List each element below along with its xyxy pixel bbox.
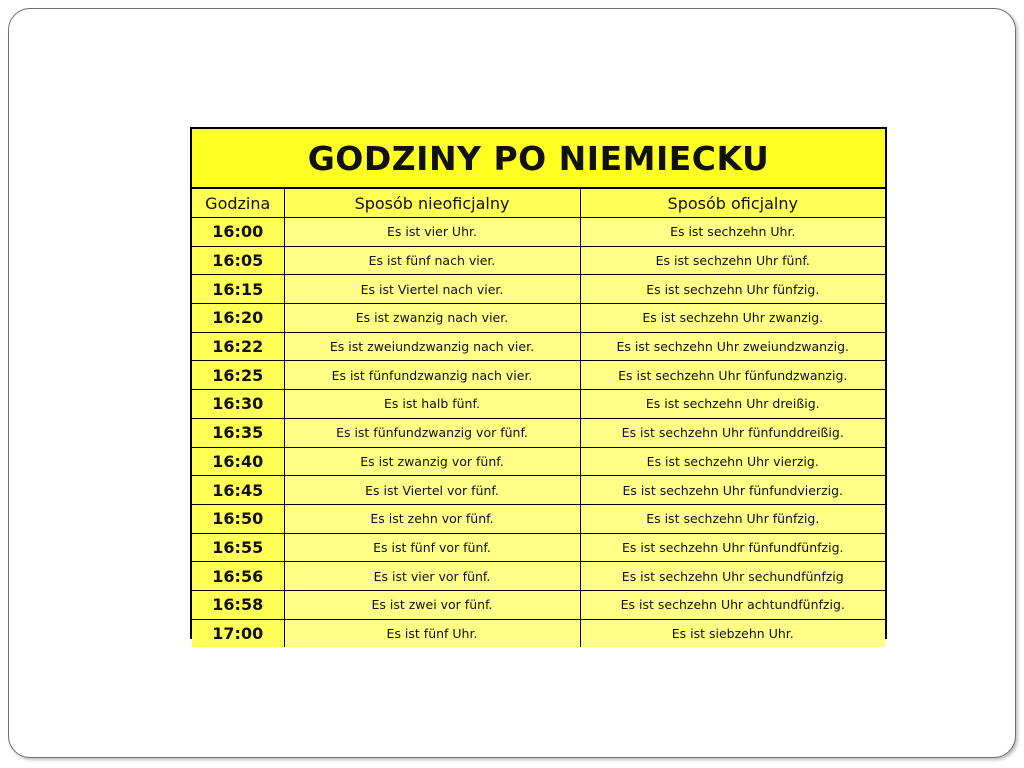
time-cell: 16:35	[192, 418, 284, 447]
time-cell: 16:00	[192, 218, 284, 247]
time-cell: 16:58	[192, 590, 284, 619]
time-grid	[192, 189, 885, 647]
time-cell: 17:00	[192, 619, 284, 647]
informal-cell: Es ist vier Uhr.	[284, 218, 580, 247]
table-row	[192, 590, 885, 619]
header-godzina: Godzina	[192, 189, 284, 218]
formal-cell: Es ist sechzehn Uhr fünfundzwanzig.	[580, 361, 885, 390]
time-cell: 16:50	[192, 504, 284, 533]
time-cell: 16:56	[192, 562, 284, 591]
formal-cell: Es ist sechzehn Uhr fünfundvierzig.	[580, 476, 885, 505]
informal-cell: Es ist fünf nach vier.	[284, 246, 580, 275]
formal-cell: Es ist sechzehn Uhr fünfzig.	[580, 275, 885, 304]
table-row	[192, 562, 885, 591]
formal-cell: Es ist sechzehn Uhr fünfundfünfzig.	[580, 533, 885, 562]
time-cell: 16:40	[192, 447, 284, 476]
table-row	[192, 619, 885, 647]
formal-cell: Es ist sechzehn Uhr zweiundzwanzig.	[580, 332, 885, 361]
table-row	[192, 246, 885, 275]
table-row	[192, 533, 885, 562]
informal-cell: Es ist zwei vor fünf.	[284, 590, 580, 619]
time-cell: 16:15	[192, 275, 284, 304]
informal-cell: Es ist fünf vor fünf.	[284, 533, 580, 562]
time-cell: 16:22	[192, 332, 284, 361]
table-row	[192, 447, 885, 476]
table-row	[192, 361, 885, 390]
table-row	[192, 504, 885, 533]
formal-cell: Es ist sechzehn Uhr achtundfünfzig.	[580, 590, 885, 619]
formal-cell: Es ist sechzehn Uhr.	[580, 218, 885, 247]
formal-cell: Es ist sechzehn Uhr fünfunddreißig.	[580, 418, 885, 447]
informal-cell: Es ist halb fünf.	[284, 390, 580, 419]
informal-cell: Es ist vier vor fünf.	[284, 562, 580, 591]
informal-cell: Es ist fünf Uhr.	[284, 619, 580, 647]
slide-frame	[8, 8, 1016, 758]
header-nieoficjalny: Sposób nieoficjalny	[284, 189, 580, 218]
header-oficjalny: Sposób oficjalny	[580, 189, 885, 218]
time-cell: 16:25	[192, 361, 284, 390]
header-row	[192, 189, 885, 218]
informal-cell: Es ist fünfundzwanzig nach vier.	[284, 361, 580, 390]
formal-cell: Es ist siebzehn Uhr.	[580, 619, 885, 647]
informal-cell: Es ist zweiundzwanzig nach vier.	[284, 332, 580, 361]
informal-cell: Es ist zehn vor fünf.	[284, 504, 580, 533]
table-row	[192, 476, 885, 505]
informal-cell: Es ist zwanzig vor fünf.	[284, 447, 580, 476]
informal-cell: Es ist Viertel nach vier.	[284, 275, 580, 304]
table-row	[192, 304, 885, 333]
table-row	[192, 390, 885, 419]
table-title: GODZINY PO NIEMIECKU	[192, 129, 885, 189]
time-cell: 16:20	[192, 304, 284, 333]
formal-cell: Es ist sechzehn Uhr fünf.	[580, 246, 885, 275]
formal-cell: Es ist sechzehn Uhr fünfzig.	[580, 504, 885, 533]
table-row	[192, 218, 885, 247]
formal-cell: Es ist sechzehn Uhr zwanzig.	[580, 304, 885, 333]
informal-cell: Es ist zwanzig nach vier.	[284, 304, 580, 333]
table-row	[192, 275, 885, 304]
formal-cell: Es ist sechzehn Uhr vierzig.	[580, 447, 885, 476]
table-row	[192, 332, 885, 361]
informal-cell: Es ist Viertel vor fünf.	[284, 476, 580, 505]
time-cell: 16:05	[192, 246, 284, 275]
formal-cell: Es ist sechzehn Uhr dreißig.	[580, 390, 885, 419]
time-table	[190, 127, 887, 643]
table-row	[192, 418, 885, 447]
informal-cell: Es ist fünfundzwanzig vor fünf.	[284, 418, 580, 447]
time-cell: 16:55	[192, 533, 284, 562]
time-cell: 16:30	[192, 390, 284, 419]
time-cell: 16:45	[192, 476, 284, 505]
formal-cell: Es ist sechzehn Uhr sechundfünfzig	[580, 562, 885, 591]
